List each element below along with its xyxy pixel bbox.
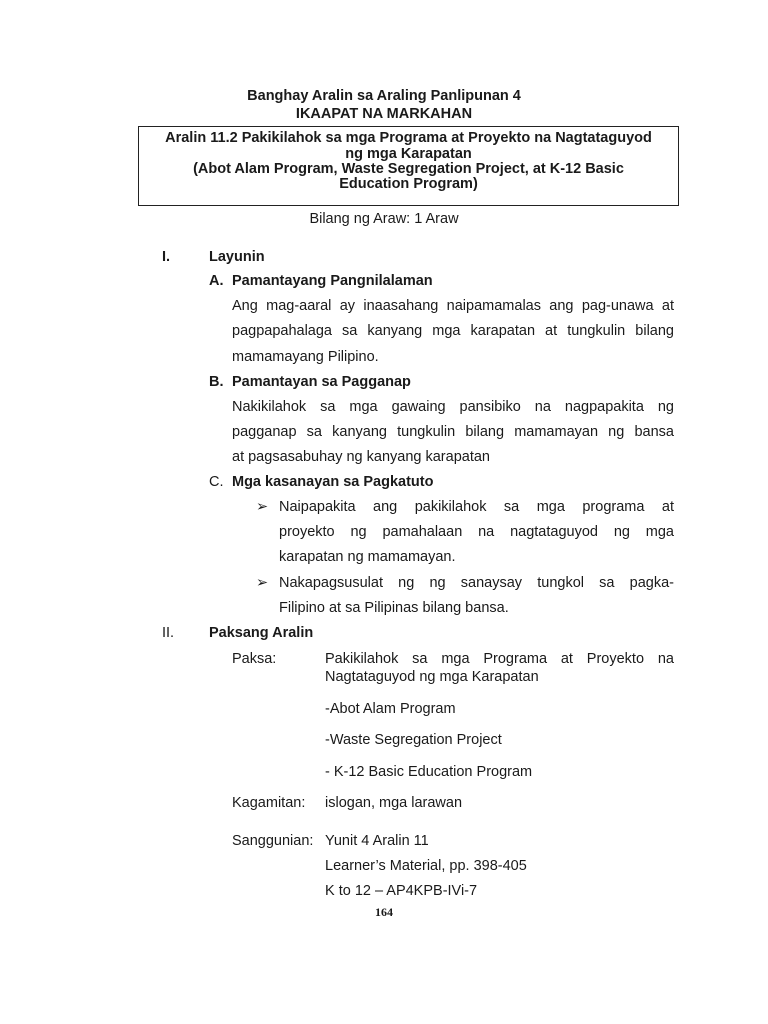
sanggunian-line-2: Learner’s Material, pp. 398-405 (325, 858, 527, 874)
sanggunian-line-3: K to 12 – AP4KPB-IVi-7 (325, 883, 478, 899)
subsection-a-title: Pamantayang Pangnilalaman (232, 273, 433, 289)
subsection-a-label: A. (209, 273, 224, 289)
bullet-1-line-3: karapatan ng mamamayan. (279, 549, 456, 565)
program-item-3: - K-12 Basic Education Program (325, 764, 533, 780)
bullet-2-line-2: Filipino at sa Pilipinas bilang bansa. (279, 600, 509, 616)
paksa-line-2: Nagtataguyod ng mga Karapatan (325, 669, 539, 685)
section-1-title: Layunin (209, 249, 265, 265)
paragraph-a-line-3: mamamayang Pilipino. (232, 349, 379, 365)
bullet-2-line-1: Nakapagsusulat ng ng sanaysay tungkol sa pagka- (279, 575, 674, 591)
paragraph-a-line-1: Ang mag-aaral ay inaasahang naipamamalas ang pag-unawa at (232, 298, 674, 314)
subsection-c-title: Mga kasanayan sa Pagkatuto (232, 474, 434, 490)
bullet-1-line-1: Naipapakita ang pakikilahok sa mga programa at (279, 499, 674, 515)
subsection-b-label: B. (209, 374, 224, 390)
bullet-1-line-2: proyekto ng pamahalaan na nagtataguyod ng mga (279, 524, 674, 540)
section-2-title: Paksang Aralin (209, 625, 314, 641)
paragraph-b-line-3: at pagsasabuhay ng kanyang karapatan (232, 449, 490, 465)
document-title: Banghay Aralin sa Araling Panlipunan 4 (247, 88, 521, 104)
subsection-b-title: Pamantayan sa Pagganap (232, 374, 411, 390)
paksa-label: Paksa: (232, 651, 277, 667)
section-1-numeral: I. (162, 249, 171, 265)
sanggunian-line-1: Yunit 4 Aralin 11 (325, 833, 429, 849)
number-of-days: Bilang ng Araw: 1 Araw (309, 211, 459, 227)
program-item-2: -Waste Segregation Project (325, 732, 502, 748)
quarter-heading: IKAAPAT NA MARKAHAN (295, 106, 473, 122)
kagamitan-value: islogan, mga larawan (325, 795, 463, 811)
bullet-arrow-icon: ➢ (256, 575, 269, 591)
lesson-title-line-1: Aralin 11.2 Pakikilahok sa mga Programa at Proyekto na Nagtataguyod (165, 130, 652, 146)
section-2-numeral: II. (162, 625, 175, 641)
lesson-title-line-2: ng mga Karapatan (345, 146, 472, 162)
paragraph-b-line-2: pagganap sa kanyang tungkulin bilang mamamayan ng bansa (232, 424, 674, 440)
bullet-arrow-icon: ➢ (256, 499, 269, 515)
lesson-title-line-3: (Abot Alam Program, Waste Segregation Project, at K-12 Basic (193, 161, 624, 177)
paragraph-a-line-2: pagpapahalaga sa kanyang mga karapatan at tungkulin bilang (232, 323, 674, 339)
page-number: 164 (375, 905, 393, 919)
sanggunian-label: Sanggunian: (232, 833, 314, 849)
subsection-c-label: C. (209, 474, 224, 490)
program-item-1: -Abot Alam Program (325, 701, 456, 717)
paragraph-b-line-1: Nakikilahok sa mga gawaing pansibiko na nagpapakita ng (232, 399, 674, 415)
kagamitan-label: Kagamitan: (232, 795, 306, 811)
lesson-title-line-4: Education Program) (339, 176, 478, 192)
paksa-line-1: Pakikilahok sa mga Programa at Proyekto na (325, 651, 674, 667)
